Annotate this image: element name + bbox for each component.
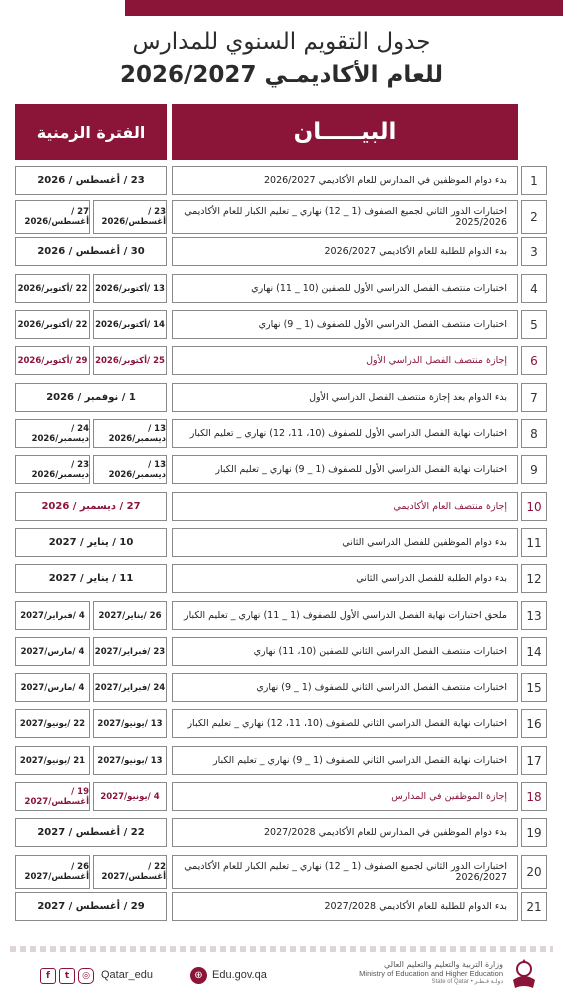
row-number: 17 (521, 746, 547, 775)
row-number: 14 (521, 637, 547, 666)
row-number: 8 (521, 419, 547, 448)
row-statement-text: اختبارات الدور الثاني لجميع الصفوف (1 _ 12) نهاري _ تعليم الكبار للعام الأكاديمي 2025/2026 (184, 206, 507, 228)
row-date: 10 / يناير / 2027 (15, 528, 167, 557)
ministry-name-ar: وزارة التربية والتعليم والتعليم العالي (383, 960, 503, 969)
social-handle[interactable]: Qatar_edu (101, 969, 153, 981)
row-statement-text: بدء دوام الطلبة للفصل الدراسي الثاني (356, 573, 507, 584)
ministry-name-en: Ministry of Education and Higher Education (359, 969, 503, 978)
row-statement (172, 200, 518, 234)
row-date-from: 4 /يونيو/2027 (93, 782, 167, 811)
row-statement (172, 746, 518, 775)
table-row (0, 455, 563, 484)
row-number: 6 (521, 346, 547, 375)
statement-column-header: البيـــــان (172, 104, 518, 160)
table-row (0, 855, 563, 889)
row-number: 1 (521, 166, 547, 195)
table-row (0, 166, 563, 195)
ministry-name (359, 960, 503, 985)
row-number: 20 (521, 855, 547, 889)
row-statement (172, 601, 518, 630)
row-statement-text: ملحق اختبارات نهاية الفصل الدراسي الأول للصفوف (1 _ 11) نهاري _ تعليم الكبار (184, 610, 507, 621)
row-statement-text: اختبارات نهاية الفصل الدراسي الأول للصفوف (10، 11، 12) نهاري _ تعليم الكبار (189, 428, 507, 439)
row-number: 16 (521, 709, 547, 738)
row-statement-text: اختبارات نهاية الفصل الدراسي الثاني للصفوف (1 _ 9) نهاري _ تعليم الكبار (213, 755, 507, 766)
row-statement-text: اختبارات نهاية الفصل الدراسي الأول للصفوف (1 _ 9) نهاري _ تعليم الكبار (215, 464, 507, 475)
table-row (0, 419, 563, 448)
row-date: 29 / أغسطس / 2027 (15, 892, 167, 921)
row-date-to: 4 /فبراير/2027 (15, 601, 90, 630)
row-number: 9 (521, 455, 547, 484)
row-statement (172, 782, 518, 811)
page-title (0, 26, 563, 92)
row-statement-text: اختبارات منتصف الفصل الدراسي الثاني للصفين (10، 11) نهاري (253, 646, 507, 657)
row-date-to: 24 /ديسمبر/2026 (15, 419, 90, 448)
row-statement-text: اختبارات الدور الثاني لجميع الصفوف (1 _ 12) نهاري _ تعليم الكبار للعام الأكاديمي 2026/2027 (184, 861, 507, 883)
row-statement-text: اختبارات منتصف الفصل الدراسي الأول للصفوف (1 _ 9) نهاري (258, 319, 507, 330)
row-statement-text: اختبارات منتصف الفصل الدراسي الثاني للصفوف (1 _ 9) نهاري (256, 682, 507, 693)
table-row (0, 709, 563, 738)
row-statement-text: بدء دوام الموظفين في المدارس للعام الأكاديمي 2027/2028 (264, 827, 507, 838)
row-date: 1 / نوفمبر / 2026 (15, 383, 167, 412)
row-date-to: 4 /مارس/2027 (15, 637, 90, 666)
row-statement (172, 709, 518, 738)
table-row (0, 200, 563, 234)
row-statement (172, 346, 518, 375)
row-statement-text: إجازة منتصف الفصل الدراسي الأول (366, 355, 507, 366)
row-date-from: 14 /أكتوبر/2026 (93, 310, 167, 339)
row-date-to: 23 /ديسمبر/2026 (15, 455, 90, 484)
footer-pattern (10, 946, 553, 952)
row-statement (172, 818, 518, 847)
row-statement (172, 274, 518, 303)
top-brand-band (125, 0, 563, 16)
row-date: 11 / يناير / 2027 (15, 564, 167, 593)
table-row (0, 564, 563, 593)
row-number: 21 (521, 892, 547, 921)
row-statement (172, 237, 518, 266)
row-statement-text: بدء دوام الموظفين في المدارس للعام الأكاديمي 2026/2027 (264, 175, 507, 186)
state-label: State of Qatar • دولـة قـطـر (431, 979, 503, 985)
row-statement (172, 419, 518, 448)
website-link[interactable]: Edu.gov.qa (212, 969, 267, 981)
table-row (0, 892, 563, 921)
row-date-to: 26 /أغسطس/2027 (15, 855, 90, 889)
table-row (0, 746, 563, 775)
row-statement (172, 528, 518, 557)
row-date-from: 23 /فبراير/2027 (93, 637, 167, 666)
row-number: 4 (521, 274, 547, 303)
row-date-to: 21 /يونيو/2027 (15, 746, 90, 775)
ministry-emblem-icon (507, 958, 541, 994)
footer (0, 954, 563, 1000)
table-row (0, 346, 563, 375)
row-statement (172, 383, 518, 412)
row-number: 10 (521, 492, 547, 521)
row-number: 12 (521, 564, 547, 593)
table-row (0, 492, 563, 521)
globe-icon: ⊕ (190, 967, 207, 984)
row-date-to: 29 /أكتوبر/2026 (15, 346, 90, 375)
row-date-from: 13 /ديسمبر/2026 (93, 419, 167, 448)
row-date: 22 / أغسطس / 2027 (15, 818, 167, 847)
row-statement (172, 564, 518, 593)
row-date-from: 23 /أغسطس/2026 (93, 200, 167, 234)
row-date-from: 13 /يونيو/2027 (93, 709, 167, 738)
row-statement (172, 166, 518, 195)
table-row (0, 310, 563, 339)
row-date-from: 13 /ديسمبر/2026 (93, 455, 167, 484)
row-number: 11 (521, 528, 547, 557)
row-statement-text: بدء الدوام للطلبة للعام الأكاديمي 2027/2028 (324, 901, 507, 912)
row-number: 5 (521, 310, 547, 339)
row-number: 15 (521, 673, 547, 702)
row-date-to: 19 /أغسطس/2027 (15, 782, 90, 811)
row-date-from: 25 /أكتوبر/2026 (93, 346, 167, 375)
table-row (0, 818, 563, 847)
row-number: 13 (521, 601, 547, 630)
row-date-from: 24 /فبراير/2027 (93, 673, 167, 702)
table-row (0, 383, 563, 412)
row-statement-text: بدء الدوام للطلبة للعام الأكاديمي 2026/2027 (324, 246, 507, 257)
row-number: 3 (521, 237, 547, 266)
row-date-from: 13 /يونيو/2027 (93, 746, 167, 775)
row-date: 23 / أغسطس / 2026 (15, 166, 167, 195)
row-statement-text: إجازة منتصف العام الأكاديمي (393, 501, 507, 512)
row-number: 7 (521, 383, 547, 412)
row-statement (172, 492, 518, 521)
table-row (0, 637, 563, 666)
table-row (0, 673, 563, 702)
facebook-icon[interactable]: f (40, 968, 56, 984)
row-statement-text: بدء الدوام بعد إجازة منتصف الفصل الدراسي الأول (309, 392, 507, 403)
title-line-1: جدول التقويم السنوي للمدارس (132, 29, 431, 55)
table-row (0, 237, 563, 266)
title-line-2: للعام الأكاديمـي 2026/2027 (120, 62, 443, 88)
row-number: 2 (521, 200, 547, 234)
instagram-icon[interactable]: ◎ (78, 968, 94, 984)
row-statement-text: بدء دوام الموظفين للفصل الدراسي الثاني (342, 537, 507, 548)
row-statement-text: اختبارات نهاية الفصل الدراسي الثاني للصفوف (10، 11، 12) نهاري _ تعليم الكبار (187, 718, 507, 729)
table-row (0, 782, 563, 811)
row-date-to: 27 /أغسطس/2026 (15, 200, 90, 234)
row-date: 27 / ديسمبر / 2026 (15, 492, 167, 521)
table-row (0, 601, 563, 630)
row-date: 30 / أغسطس / 2026 (15, 237, 167, 266)
row-date-from: 13 /أكتوبر/2026 (93, 274, 167, 303)
row-date-from: 22 /أغسطس/2027 (93, 855, 167, 889)
period-column-header: الفترة الزمنية (15, 104, 167, 160)
table-row (0, 274, 563, 303)
row-statement (172, 310, 518, 339)
row-date-from: 26 /يناير/2027 (93, 601, 167, 630)
row-statement (172, 637, 518, 666)
row-date-to: 22 /أكتوبر/2026 (15, 274, 90, 303)
twitter-icon[interactable]: t (59, 968, 75, 984)
row-number: 18 (521, 782, 547, 811)
row-number: 19 (521, 818, 547, 847)
row-statement (172, 455, 518, 484)
row-date-to: 4 /مارس/2027 (15, 673, 90, 702)
row-date-to: 22 /أكتوبر/2026 (15, 310, 90, 339)
row-statement (172, 855, 518, 889)
row-statement (172, 673, 518, 702)
table-row (0, 528, 563, 557)
row-statement-text: اختبارات منتصف الفصل الدراسي الأول للصفين (10 _ 11) نهاري (251, 283, 507, 294)
row-statement (172, 892, 518, 921)
row-statement-text: إجازة الموظفين في المدارس (391, 791, 507, 802)
row-date-to: 22 /يونيو/2027 (15, 709, 90, 738)
